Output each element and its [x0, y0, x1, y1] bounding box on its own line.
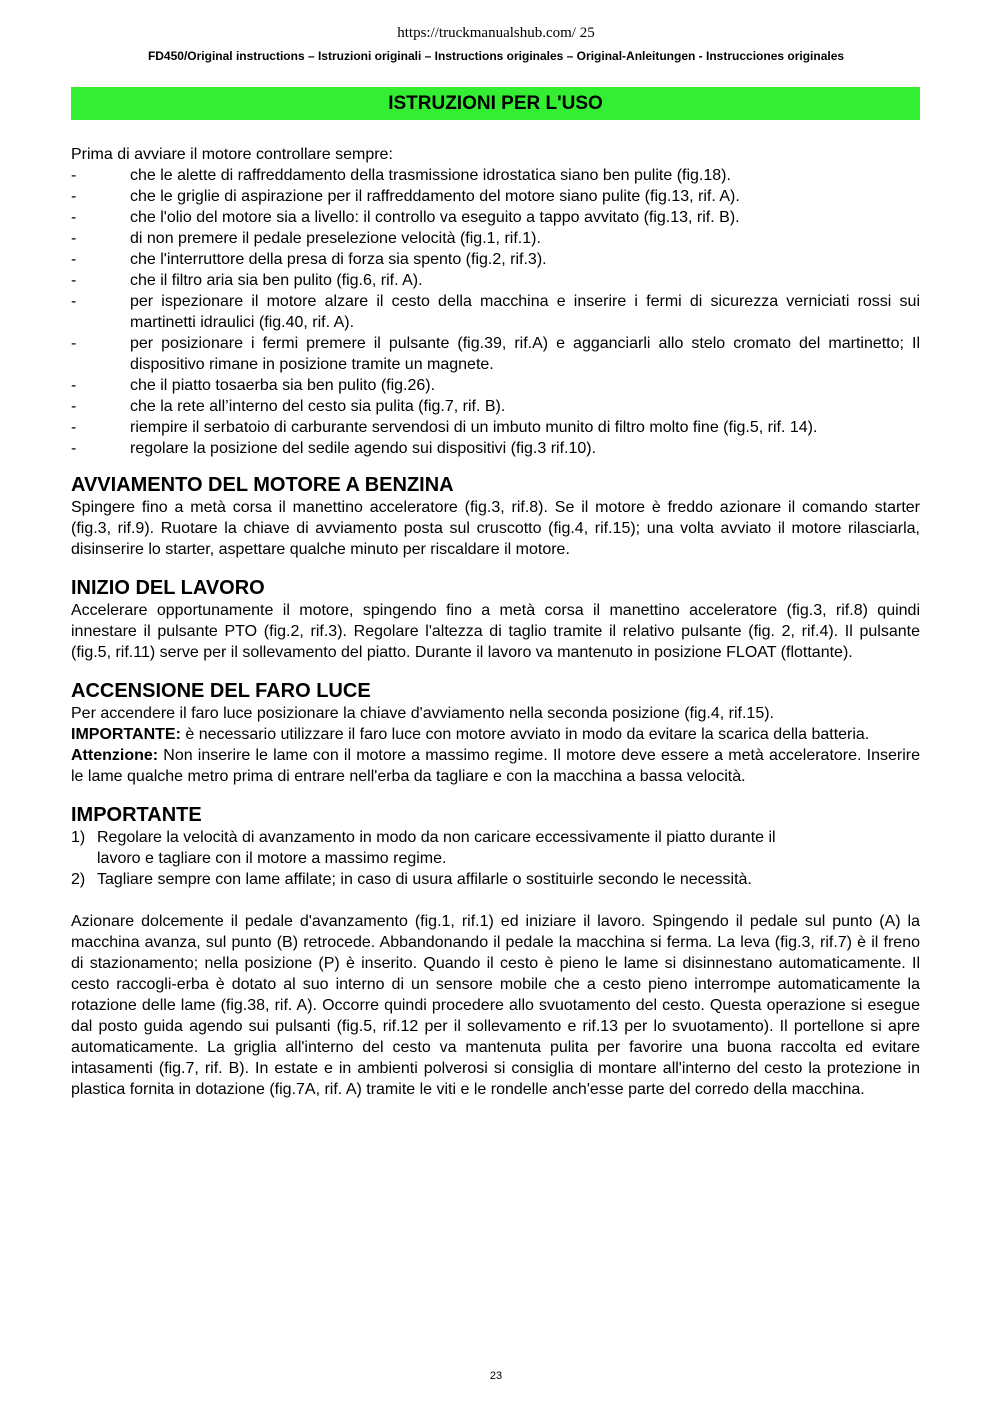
- section-banner: ISTRUZIONI PER L'USO: [71, 87, 920, 120]
- list-bullet: -: [71, 398, 77, 415]
- important-text: è necessario utilizzare il faro luce con motore avviato in modo da evitare la scarica della batteria.: [180, 726, 870, 743]
- list-bullet: -: [71, 272, 77, 289]
- intro-text: Prima di avviare il motore controllare sempre:: [71, 146, 393, 163]
- checklist-item: [71, 186, 920, 207]
- list-number: 2): [71, 871, 86, 888]
- section-inizio-lavoro: [71, 576, 920, 663]
- checklist: [71, 165, 920, 459]
- section-heading-inizio-lavoro: INIZIO DEL LAVORO: [71, 577, 265, 599]
- checklist-item-text: che l'interruttore della presa di forza sia spento (fig.2, rif.3).: [130, 251, 547, 268]
- checklist-item: [71, 207, 920, 228]
- checklist-item: [71, 438, 920, 459]
- section-heading-faro-luce: ACCENSIONE DEL FARO LUCE: [71, 680, 371, 702]
- list-bullet: -: [71, 335, 77, 352]
- list-bullet: -: [71, 167, 77, 184]
- checklist-item-text: di non premere il pedale preselezione velocità (fig.1, rif.1).: [130, 230, 541, 247]
- important-list: [71, 827, 920, 890]
- source-url: https://truckmanualshub.com/ 25: [397, 25, 595, 41]
- list-bullet: -: [71, 419, 77, 436]
- checklist-item: [71, 291, 920, 333]
- attention-text: Non inserire le lame con il motore a massimo regime. Il motore deve essere a metà acceleratore. Inserire le lame qualche metro prima di entrare nell'erba da tagliare e con la macchina a bassa velocità.: [71, 747, 920, 785]
- section-avviamento: [71, 473, 920, 560]
- list-bullet: -: [71, 293, 77, 310]
- checklist-item-text: che la rete all’interno del cesto sia pulita (fig.7, rif. B).: [130, 398, 506, 415]
- checklist-item: [71, 375, 920, 396]
- checklist-item-text: che le alette di raffreddamento della trasmissione idrostatica siano ben pulite (fig.18).: [130, 167, 731, 184]
- list-bullet: -: [71, 188, 77, 205]
- checklist-item-text: riempire il serbatoio di carburante servendosi di un imbuto munito di filtro molto fine (fig.5, rif. 14).: [130, 419, 818, 436]
- important-item-line: lavoro e tagliare con il motore a massimo regime.: [97, 850, 447, 867]
- section-text-avviamento: Spingere fino a metà corsa il manettino acceleratore (fig.3, rif.8). Se il motore è freddo azionare il comando starter (fig.3, rif.9). Ruotare la chiave di avviamento posta sul cruscotto (fig.4, rif.15); una volta avviato il motore rilasciarla, disinserire lo starter, aspettare qualche minuto per riscaldare il motore.: [71, 499, 920, 558]
- list-bullet: -: [71, 440, 77, 457]
- section-importante: [71, 803, 920, 1100]
- document-header: FD450/Original instructions – Istruzioni originali – Instructions originales – Original-Anleitungen - Instrucciones originales: [147, 49, 845, 63]
- attention-label: Attenzione:: [71, 747, 159, 764]
- important-list-item: [71, 827, 920, 869]
- operation-paragraph: Azionare dolcemente il pedale d'avanzamento (fig.1, rif.1) ed iniziare il lavoro. Spingendo il pedale sul punto (A) la macchina avanza, sul punto (B) retrocede. Abbandonando il pedale la macchina si ferma. La leva (fig.3, rif.7) è il freno di stazionamento; nella posizione (P) è inserito. Quando il cesto è pieno le lame si disinnestano automaticamente. Il cesto raccogli-erba è dotato al suo interno di un sensore mobile che a cesto pieno interrompe automaticamente la rotazione delle lame (fig.38, rif. A). Occorre quindi procedere allo svuotamento del cesto. Questa operazione si esegue dal posto guida agendo sui pulsanti (fig.5, rif.12 per il sollevamento e rif.13 per lo svuotamento). Il portellone si apre automaticamente. La griglia all'interno del cesto va mantenuta pulita per favorire una buona raccolta ed evitare intasamenti (fig.7, rif. B). In estate e in ambienti polverosi si consiglia di montare all'interno del cesto la protezione in plastica fornita in dotazione (fig.7A, rif. A) tramite le viti e le rondelle anch'esse parte del corredo della macchina.: [71, 913, 920, 1098]
- page-content: [71, 144, 920, 1100]
- list-bullet: -: [71, 377, 77, 394]
- section-text-inizio-lavoro: Accelerare opportunamente il motore, spingendo fino a metà corsa il manettino acceleratore (fig.3, rif.8) quindi innestare il pulsante PTO (fig.2, rif.3). Regolare l'altezza di taglio tramite il relativo pulsante (fig. 2, rif.4). Il pulsante (fig.5, rif.11) serve per il sollevamento del piatto. Durante il lavoro va mantenuto in posizione FLOAT (flottante).: [71, 602, 920, 661]
- important-note: [71, 724, 920, 745]
- checklist-item: [71, 417, 920, 438]
- important-list-item: [71, 869, 920, 890]
- checklist-item-text: che le griglie di aspirazione per il raffreddamento del motore siano pulite (fig.13, rif. A).: [130, 188, 740, 205]
- important-item-line: Tagliare sempre con lame affilate; in caso di usura affilarle o sostituirle secondo le necessità.: [97, 871, 752, 888]
- checklist-item-text: regolare la posizione del sedile agendo sui dispositivi (fig.3 rif.10).: [130, 440, 597, 457]
- list-number: 1): [71, 829, 86, 846]
- important-item-line: Regolare la velocità di avanzamento in modo da non caricare eccessivamente il piatto durante il: [97, 829, 776, 846]
- page-number: 23: [489, 1370, 503, 1382]
- checklist-item-text: che l'olio del motore sia a livello: il controllo va eseguito a tappo avvitato (fig.13, rif. B).: [130, 209, 740, 226]
- checklist-item: [71, 249, 920, 270]
- checklist-item-text: che il piatto tosaerba sia ben pulito (fig.26).: [130, 377, 436, 394]
- section-text-faro-luce: Per accendere il faro luce posizionare la chiave d'avviamento nella seconda posizione (fig.4, rif.15).: [71, 705, 774, 722]
- section-faro-luce: [71, 679, 920, 787]
- section-heading-importante: IMPORTANTE: [71, 804, 202, 826]
- list-bullet: -: [71, 230, 77, 247]
- list-bullet: -: [71, 209, 77, 226]
- checklist-item: [71, 270, 920, 291]
- section-heading-avviamento: AVVIAMENTO DEL MOTORE A BENZINA: [71, 474, 454, 496]
- checklist-item-text: che il filtro aria sia ben pulito (fig.6, rif. A).: [130, 272, 423, 289]
- checklist-item: [71, 396, 920, 417]
- important-label: IMPORTANTE:: [71, 726, 181, 743]
- checklist-item: [71, 165, 920, 186]
- checklist-item: [71, 333, 920, 375]
- attention-note: [71, 745, 920, 787]
- list-bullet: -: [71, 251, 77, 268]
- checklist-item-text: per posizionare i fermi premere il pulsante (fig.39, rif.A) e agganciarli allo stelo cromato del martinetto; Il dispositivo rimane in posizione tramite un magnete.: [130, 335, 920, 373]
- checklist-item-text: per ispezionare il motore alzare il cesto della macchina e inserire i fermi di sicurezza verniciati rossi sui martinetti idraulici (fig.40, rif. A).: [130, 293, 920, 331]
- checklist-item: [71, 228, 920, 249]
